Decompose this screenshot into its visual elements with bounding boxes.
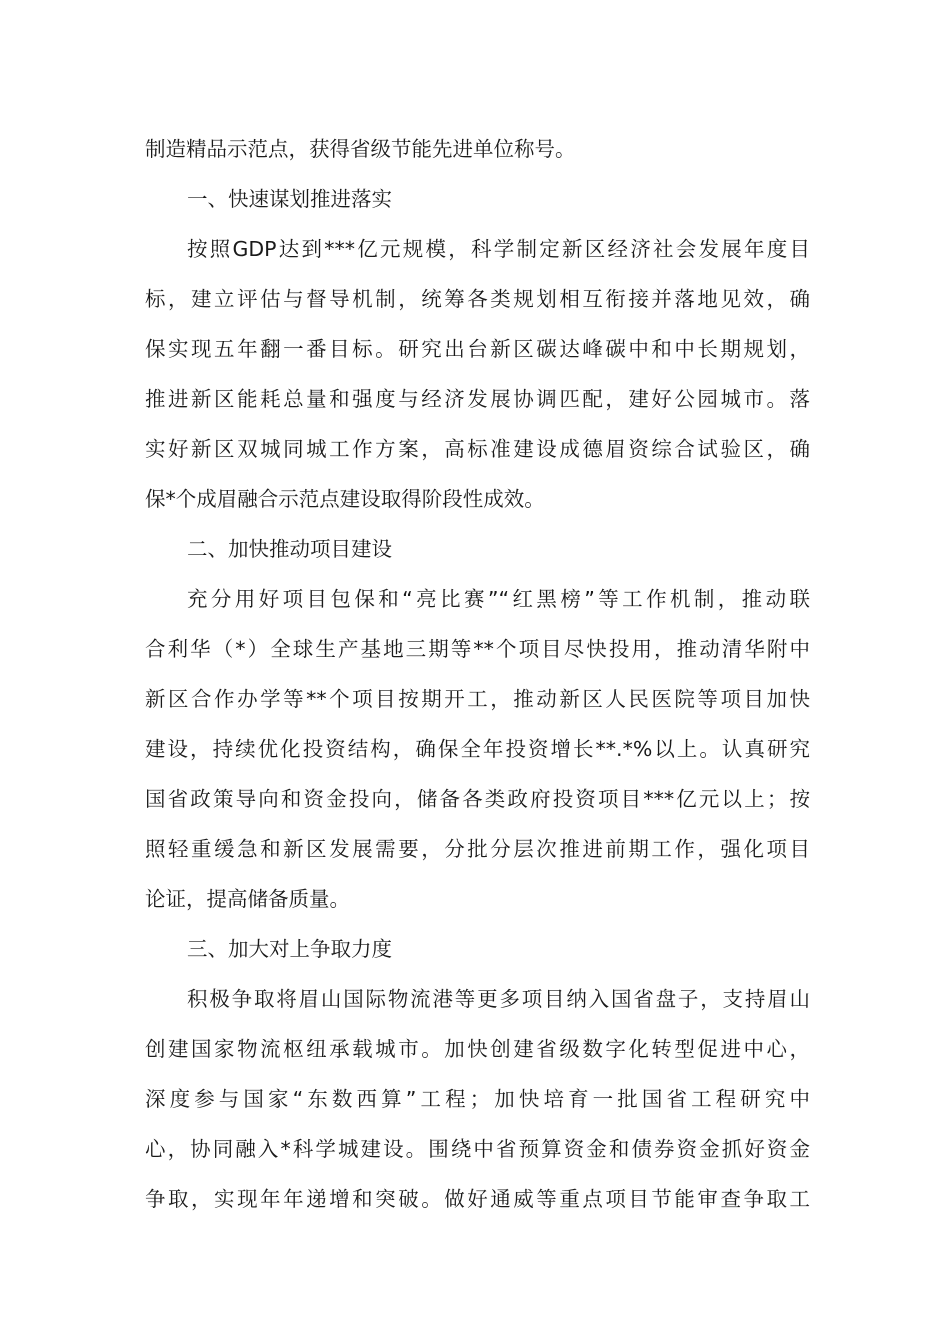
paragraph-line-14: 国省政策导向和资金投向，储备各类政府投资项目***亿元以上；按: [145, 787, 810, 811]
paragraph-line-4: 标，建立评估与督导机制，统筹各类规划相互衔接并落地见效，确: [145, 287, 810, 311]
paragraph-line-1: 制造精品示范点，获得省级节能先进单位称号。: [145, 137, 576, 161]
paragraph-line-12: 新区合作办学等**个项目按期开工，推动新区人民医院等项目加快: [145, 687, 810, 711]
paragraph-line-22: 争取，实现年年递增和突破。做好通威等重点项目节能审查争取工: [145, 1187, 810, 1211]
paragraph-line-3: 按照GDP达到***亿元规模，科学制定新区经济社会发展年度目: [187, 237, 810, 261]
paragraph-line-20: 深度参与国家“东数西算”工程；加快培育一批国省工程研究中: [145, 1087, 810, 1111]
paragraph-line-6: 推进新区能耗总量和强度与经济发展协调匹配，建好公园城市。落: [145, 387, 810, 411]
paragraph-line-21: 心，协同融入*科学城建设。围绕中省预算资金和债券资金抓好资金: [145, 1137, 810, 1161]
paragraph-line-5: 保实现五年翻一番目标。研究出台新区碳达峰碳中和中长期规划，: [145, 337, 810, 361]
paragraph-line-13: 建设，持续优化投资结构，确保全年投资增长**.*%以上。认真研究: [145, 737, 810, 761]
paragraph-line-15: 照轻重缓急和新区发展需要，分批分层次推进前期工作，强化项目: [145, 837, 810, 861]
paragraph-line-11: 合利华（*）全球生产基地三期等**个项目尽快投用，推动清华附中: [145, 637, 810, 661]
section-heading-2: 二、加快推动项目建设: [187, 537, 392, 561]
paragraph-line-8: 保*个成眉融合示范点建设取得阶段性成效。: [145, 487, 545, 511]
paragraph-line-16: 论证，提高储备质量。: [145, 887, 350, 911]
document-body: [145, 124, 810, 1224]
paragraph-line-10: 充分用好项目包保和“亮比赛”“红黑榜”等工作机制，推动联: [187, 587, 810, 611]
paragraph-line-18: 积极争取将眉山国际物流港等更多项目纳入国省盘子，支持眉山: [187, 987, 810, 1011]
paragraph-line-7: 实好新区双城同城工作方案，高标准建设成德眉资综合试验区，确: [145, 437, 810, 461]
section-heading-1: 一、快速谋划推进落实: [187, 187, 392, 211]
section-heading-3: 三、加大对上争取力度: [187, 937, 392, 961]
paragraph-line-19: 创建国家物流枢纽承载城市。加快创建省级数字化转型促进中心，: [145, 1037, 810, 1061]
